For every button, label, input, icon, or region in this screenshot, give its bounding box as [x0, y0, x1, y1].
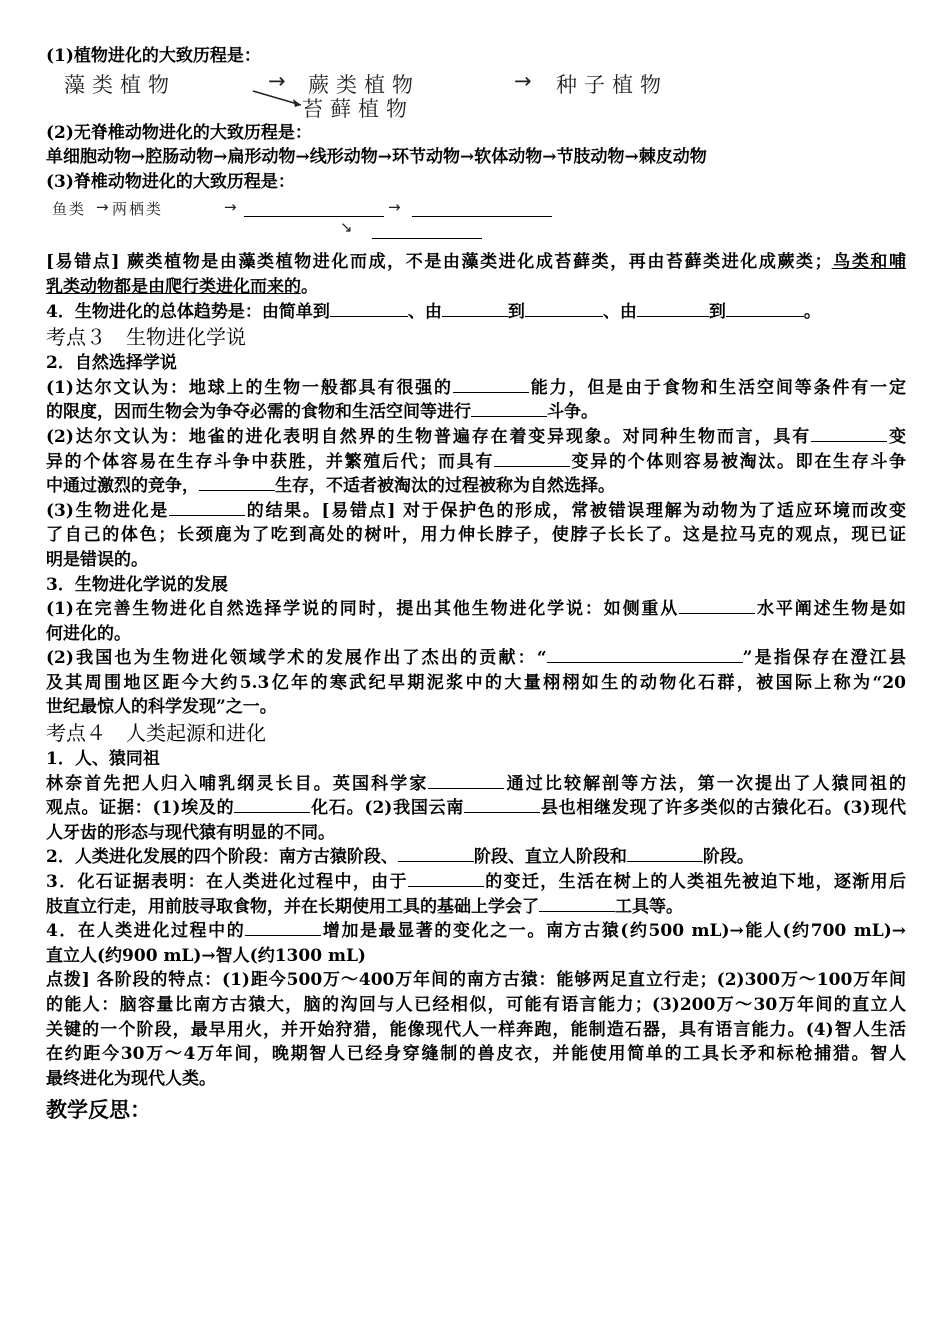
paragraph-line: (3)生物进化是 的结果。[易错点] 对于保护色的形成，常被错误理解为动物为了适应环境而改变: [46, 500, 906, 521]
paragraph-line: 肢直立行走，用前肢寻取食物，并在长期使用工具的基础上学会了 工具等。: [46, 896, 683, 917]
paragraph-line: 及其周围地区距今大约5.3亿年的寒武纪早期泥浆中的大量栩栩如生的动物化石群，被国际上称为“20: [46, 672, 906, 693]
invertebrate-evolution-chain: 单细胞动物→腔肠动物→扁形动物→线形动物→环节动物→软体动物→节肢动物→棘皮动物: [46, 147, 707, 168]
note-line: 关键的一个阶段，最早用火，并开始狩猎，能像现代人一样奔跑，能制造石器，具有语言能力。(4)智人生活: [46, 1019, 906, 1040]
amphibian-label: 两栖类: [112, 200, 164, 219]
paragraph-line: 明是错误的。: [46, 549, 148, 570]
paragraph-line: 4．在人类进化过程中的 增加是最显著的变化之一。南方古猿(约500 mL)→能人(约700 mL)→: [46, 921, 906, 942]
answer-blank: [408, 870, 484, 887]
fish-label: 鱼类: [52, 200, 87, 219]
answer-blank: [442, 300, 508, 317]
section-heading: 考点４ 人类起源和进化: [46, 721, 266, 746]
answer-blank: [811, 425, 887, 442]
subheading: 3．生物进化学说的发展: [46, 574, 228, 595]
paragraph-line: (1)达尔文认为：地球上的生物一般都具有很强的 能力，但是由于食物和生活空间等条件有一定: [46, 377, 907, 398]
subheading: 1．人、猿同祖: [46, 749, 160, 770]
note-line: 点拨] 各阶段的特点：(1)距今500万～400万年间的南方古猿：能够两足直立行走；(2)300万～100万年间: [46, 970, 906, 991]
answer-blank: [726, 300, 804, 317]
paragraph-line: 异的个体容易在生存斗争中获胜，并繁殖后代；而具有 变异的个体则容易被淘汰。即在生存斗争: [46, 451, 906, 472]
answer-blank: [471, 400, 547, 417]
moss-label: 苔藓植物: [302, 96, 414, 121]
answer-blank: [494, 450, 570, 467]
paragraph-line: 直立人(约900 mL)→智人(约1300 mL): [46, 945, 366, 966]
mistake-note: [易错点] 蕨类植物是由藻类植物进化而成，不是由藻类进化成苔藓类，再由苔藓类进化成蕨类；鸟类和哺: [46, 252, 907, 273]
evolution-trend: 4．生物进化的总体趋势是：由简单到 、由 到 、由 到 。: [46, 301, 821, 322]
note-line: 最终进化为现代人类。: [46, 1068, 216, 1089]
fern-label: 蕨类植物: [308, 72, 420, 97]
paragraph-line: 林奈首先把人归入哺乳纲灵长目。英国科学家 通过比较解剖等方法，第一次提出了人猿同祖的: [46, 773, 907, 794]
answer-blank: [412, 216, 552, 217]
answer-blank: [627, 845, 703, 862]
paragraph-line: 3．化石证据表明：在人类进化过程中，由于 的变迁，生活在树上的人类祖先被迫下地，逐渐用后: [46, 872, 907, 893]
seed-plant-label: 种子植物: [556, 72, 668, 97]
answer-blank: [199, 474, 275, 491]
answer-blank: [428, 772, 504, 789]
paragraph-line: 人牙齿的形态与现代猿有明显的不同。: [46, 822, 335, 843]
note-line: 的能人：脑容量比南方古猿大，脑的沟回与人已经相似，可能有语言能力；(3)200万～30万年间的直立人: [46, 995, 906, 1015]
answer-blank: [330, 300, 408, 317]
invertebrate-evolution-title: (2)无脊椎动物进化的大致历程是：: [46, 122, 312, 143]
section-heading: 考点３ 生物进化学说: [46, 325, 246, 350]
answer-blank: [234, 796, 310, 813]
vertebrate-evolution-title: (3)脊椎动物进化的大致历程是：: [46, 171, 295, 192]
note-line: 在约距今30万～4万年间，晚期智人已经身穿缝制的兽皮衣，并能使用简单的工具长矛和标枪捕猎。智人: [46, 1044, 906, 1065]
paragraph-line: (1)在完善生物进化自然选择学说的同时，提出其他生物进化学说：如侧重从 水平阐述生物是如: [46, 599, 907, 620]
document-page: [46, 44, 906, 1125]
arrow-icon: →: [388, 198, 403, 217]
plant-evolution-title: (1)植物进化的大致历程是：: [46, 46, 261, 66]
answer-blank: [453, 376, 529, 393]
answer-blank: [539, 895, 615, 912]
answer-blank: [679, 597, 755, 614]
paragraph-line: 世纪最惊人的科学发现”之一。: [46, 697, 277, 718]
answer-blank: [244, 216, 384, 217]
paragraph-line: 的限度，因而生物会为争夺必需的食物和生活空间等进行 斗争。: [46, 402, 598, 423]
answer-blank: [525, 300, 603, 317]
answer-blank: [245, 919, 321, 936]
teaching-reflection-heading: 教学反思：: [46, 1097, 151, 1123]
answer-blank: [464, 796, 540, 813]
paragraph-line: 2．人类进化发展的四个阶段：南方古猿阶段、 阶段、直立人阶段和 阶段。: [46, 847, 754, 868]
paragraph-line: 观点。证据：(1)埃及的 化石。(2)我国云南 县也相继发现了许多类似的古猿化石。(3)现代: [46, 798, 907, 819]
paragraph-line: (2)我国也为生物进化领域学术的发展作出了杰出的贡献：“ ”是指保存在澄江县: [46, 648, 906, 669]
paragraph-line: 何进化的。: [46, 623, 131, 644]
answer-blank: [169, 499, 245, 516]
arrow-icon: →: [96, 198, 111, 217]
plant-evolution-diagram: [46, 69, 906, 121]
arrow-icon: →: [514, 68, 539, 93]
diagonal-arrow-icon: ↘: [340, 218, 355, 237]
paragraph-line: 了自己的体色；长颈鹿为了吃到高处的树叶，用力伸长脖子，使脖子长长了。这是拉马克的观点，现已证: [46, 525, 906, 546]
paragraph-line: 中通过激烈的竞争， 生存，不适者被淘汰的过程被称为自然选择。: [46, 476, 615, 497]
arrow-icon: →: [224, 198, 239, 217]
algae-label: 藻类植物: [64, 72, 176, 97]
answer-blank: [547, 646, 743, 663]
arrow-icon: →: [268, 68, 293, 93]
answer-blank: [372, 238, 482, 239]
mistake-note-cont: 乳类动物都是由爬行类进化而来的。: [46, 276, 318, 297]
paragraph-line: (2)达尔文认为：地雀的进化表明自然界的生物普遍存在着变异现象。对同种生物而言，具有 变: [46, 426, 906, 447]
vertebrate-evolution-diagram: [46, 194, 906, 250]
answer-blank: [398, 845, 474, 862]
subheading: 2．自然选择学说: [46, 353, 177, 374]
answer-blank: [637, 300, 709, 317]
